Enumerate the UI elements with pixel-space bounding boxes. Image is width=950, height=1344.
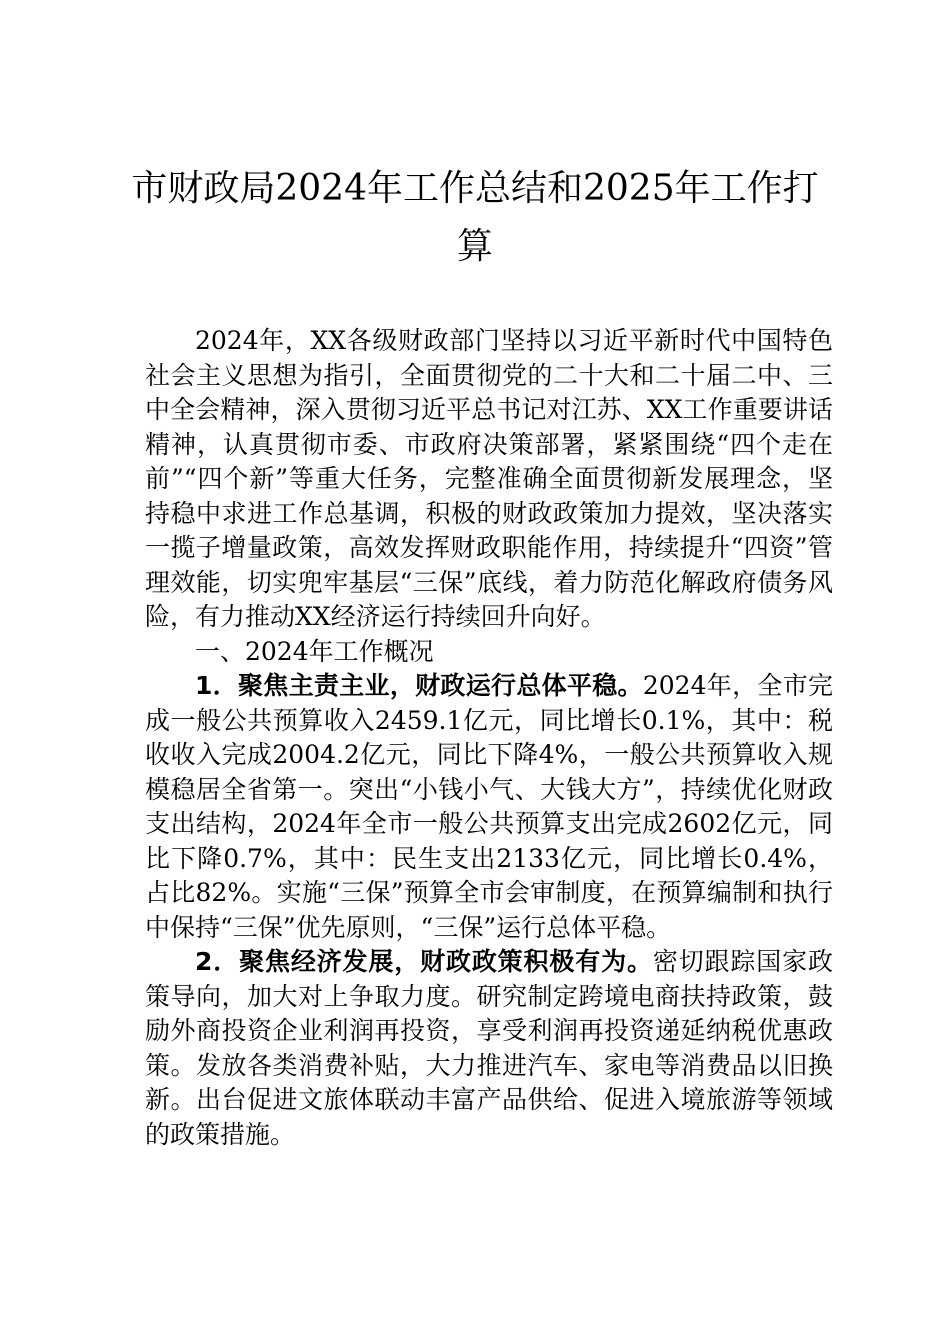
intro-paragraph: 2024年，XX各级财政部门坚持以习近平新时代中国特色社会主义思想为指引，全面贯彻党的二十大和二十届二中、三中全会精神，深入贯彻习近平总书记对江苏、XX工作重要讲话精神，认真贯彻市委、市政府决策部署，紧紧围绕“四个走在前”“四个新”等重大任务，完整准确全面贯彻新发展理念，坚持稳中求进工作总基调，积极的财政政策加力提效，坚决落实一揽子增量政策，高效发挥财政职能作用，持续提升“四资”管理效能，切实兜牢基层“三保”底线，着力防范化解政府债务风险，有力推动XX经济运行持续回升向好。 xyxy=(145,326,833,631)
section-heading: 一、2024年工作概况 xyxy=(195,636,434,666)
document-title: 市财政局2024年工作总结和2025年工作打算 xyxy=(131,168,819,267)
item-text-2: 密切跟踪国家政策导向，加大对上争取力度。研究制定跨境电商扶持政策，鼓励外商投资企业利润再投资，享受利润再投资递延纳税优惠政策。发放各类消费补贴，大力推进汽车、家电等消费品以旧换新。出台促进文旅体联动丰富产品供给、促进入境旅游等领域的政策措施。 xyxy=(145,947,833,1149)
item-text-1: 2024年，全市完成一般公共预算收入2459.1亿元，同比增长0.1%，其中：税收收入完成2004.2亿元，同比下降4%，一般公共预算收入规模稳居全省第一。突出“小钱小气、大钱大方”，持续优化财政支出结构，2024年全市一般公共预算支出完成2602亿元，同比下降0.7%，其中：民生支出2133亿元，同比增长0.4%，占比82%。实施“三保”预算全市会审制度，在预算编制和执行中保持“三保”优先原则，“三保”运行总体平稳。 xyxy=(145,671,833,942)
item-lead-2: 2．聚焦经济发展，财政政策积极有为。 xyxy=(195,947,653,976)
document-body xyxy=(145,324,833,1152)
item-lead-1: 1．聚焦主责主业，财政运行总体平稳。 xyxy=(195,671,643,700)
item-paragraph-2 xyxy=(145,945,833,1152)
item-paragraph-1 xyxy=(145,669,833,945)
